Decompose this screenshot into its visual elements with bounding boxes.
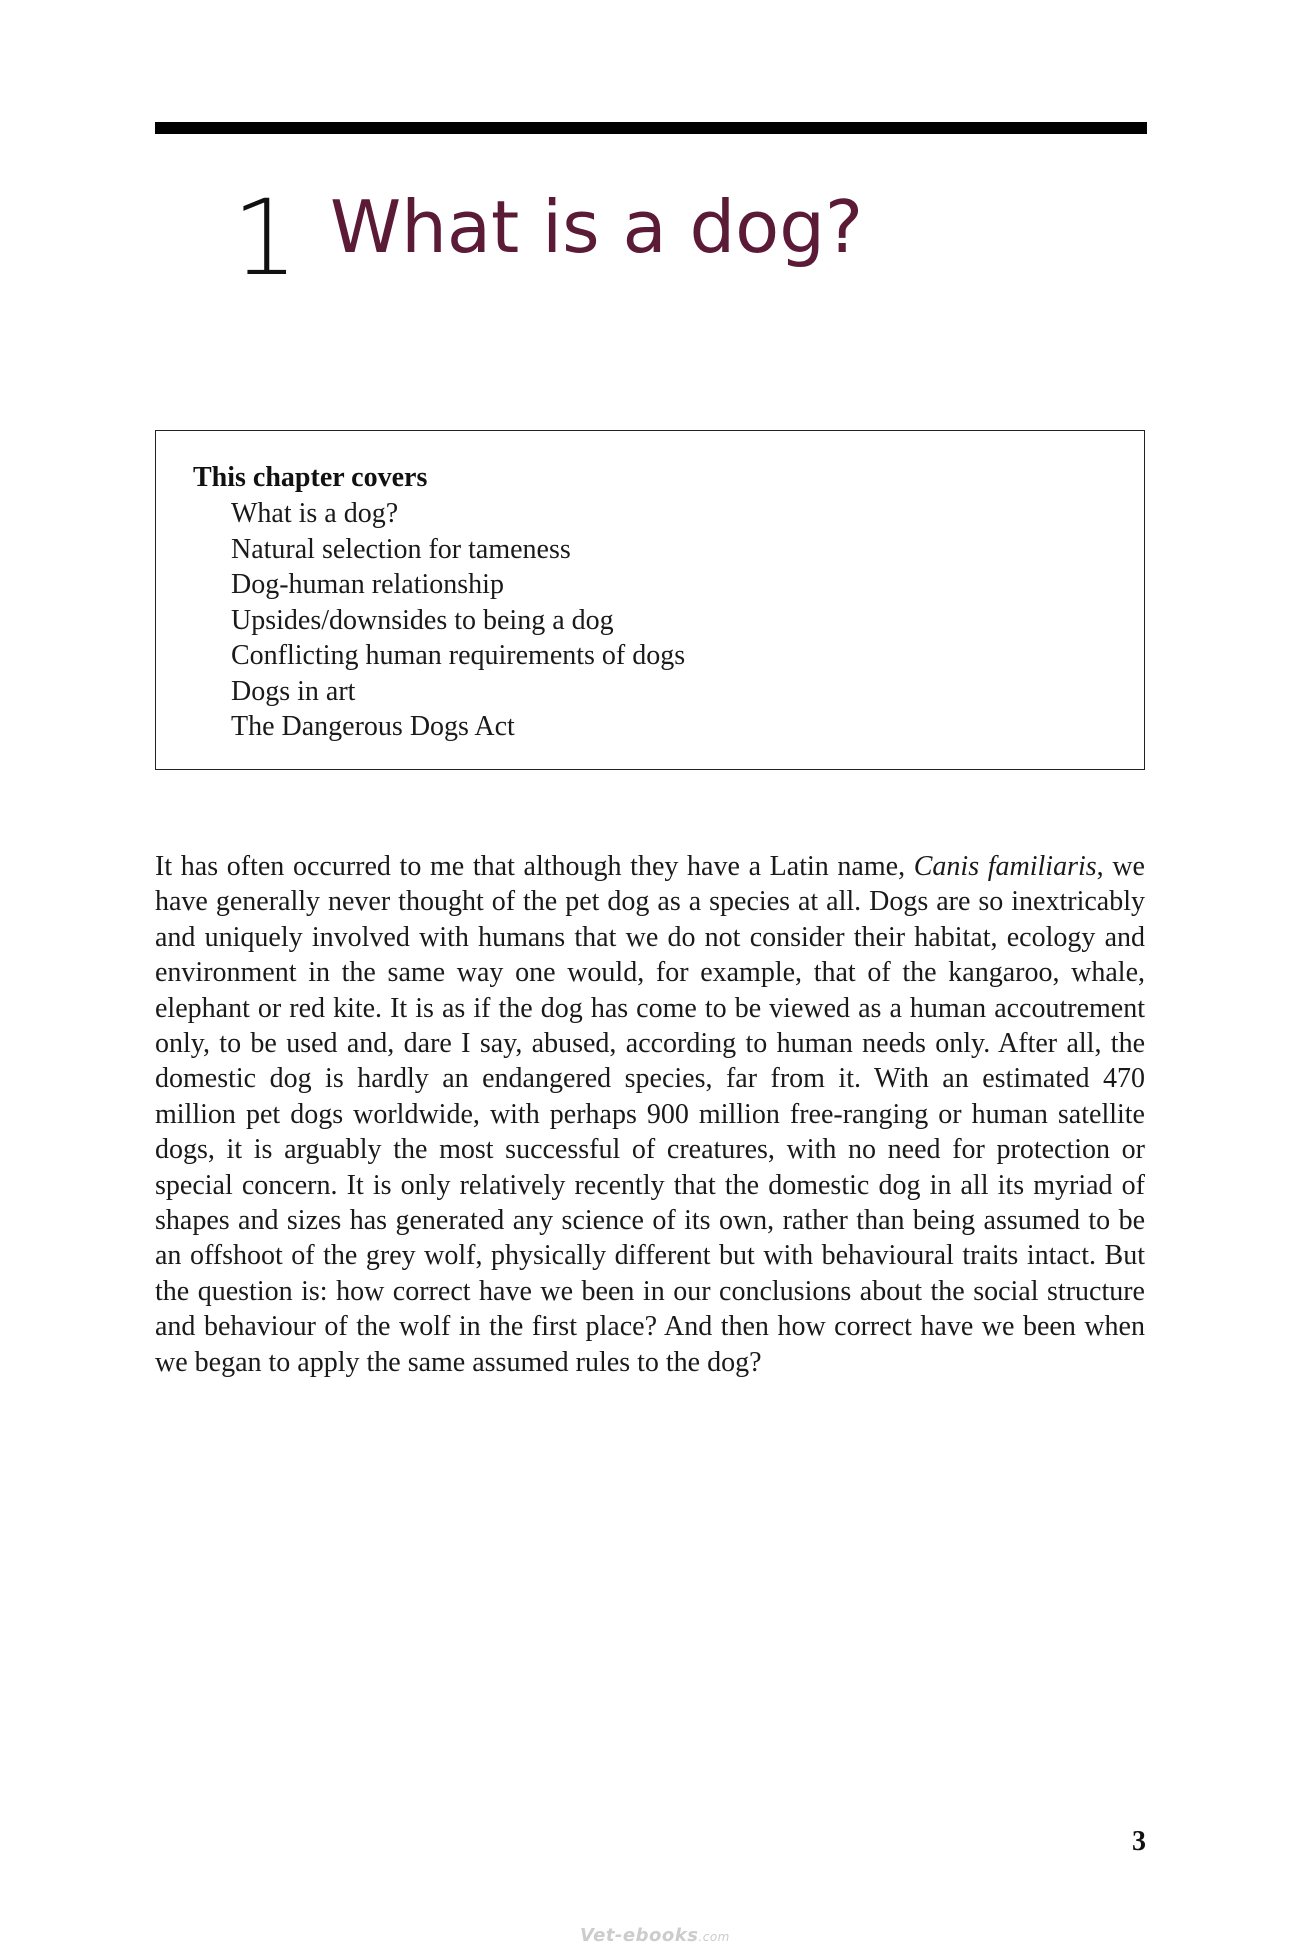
chapter-top-rule — [155, 122, 1147, 134]
covers-item: What is a dog? — [231, 498, 399, 529]
latin-name: Canis familiaris — [913, 851, 1097, 882]
body-paragraph — [155, 849, 1145, 1380]
page-number: 3 — [1132, 1826, 1146, 1857]
covers-item: Upsides/downsides to being a dog — [231, 604, 614, 636]
covers-heading: This chapter covers — [193, 462, 428, 493]
covers-item: Dog-human relationship — [231, 569, 504, 600]
chapter-covers-box — [155, 430, 1145, 770]
chapter-number: 1 — [232, 177, 297, 299]
covers-list — [231, 496, 685, 745]
watermark-domain: .com — [698, 1930, 730, 1944]
body-text-intro: It has often occurred to me that although they have a Latin name, — [155, 851, 914, 882]
body-text-main: , we have generally never thought of the pet dog as a species at all. Dogs are so inextricably and uniquely involved with humans that we do not consider their habitat, ecology and environment in the same way one would, for example, that of the kangaroo, whale, elephant or red kite. It is as if the dog has come to be viewed as a human accoutrement only, to be used and, dare I say, abused, according to human needs only. After all, the domestic dog is hardly an endangered species, far from it. With an estimated 470 million pet dogs worldwide, with perhaps 900 million free-ranging or human satellite dogs, it is arguably the most successful of creatures, with no need for protection or special concern. It is only relatively recently that the domestic dog in all its myriad of shapes and sizes has generated any science of its own, rather than being assumed to be an offshoot of the grey wolf, physically different but with behavioural traits intact. But the question is: how correct have we been in our conclusions about the social structure and behaviour of the wolf in the first place? And then how correct have we been when we began to apply the same assumed rules to the dog? — [155, 851, 1145, 1378]
watermark-logo — [580, 1925, 730, 1946]
watermark-name: Vet-ebooks — [580, 1925, 699, 1946]
covers-item: Dogs in art — [231, 675, 356, 707]
covers-item: Natural selection for tameness — [231, 533, 571, 565]
covers-item: Conflicting human requirements of dogs — [231, 640, 686, 671]
covers-item: The Dangerous Dogs Act — [231, 711, 515, 742]
chapter-title: What is a dog? — [330, 185, 864, 269]
